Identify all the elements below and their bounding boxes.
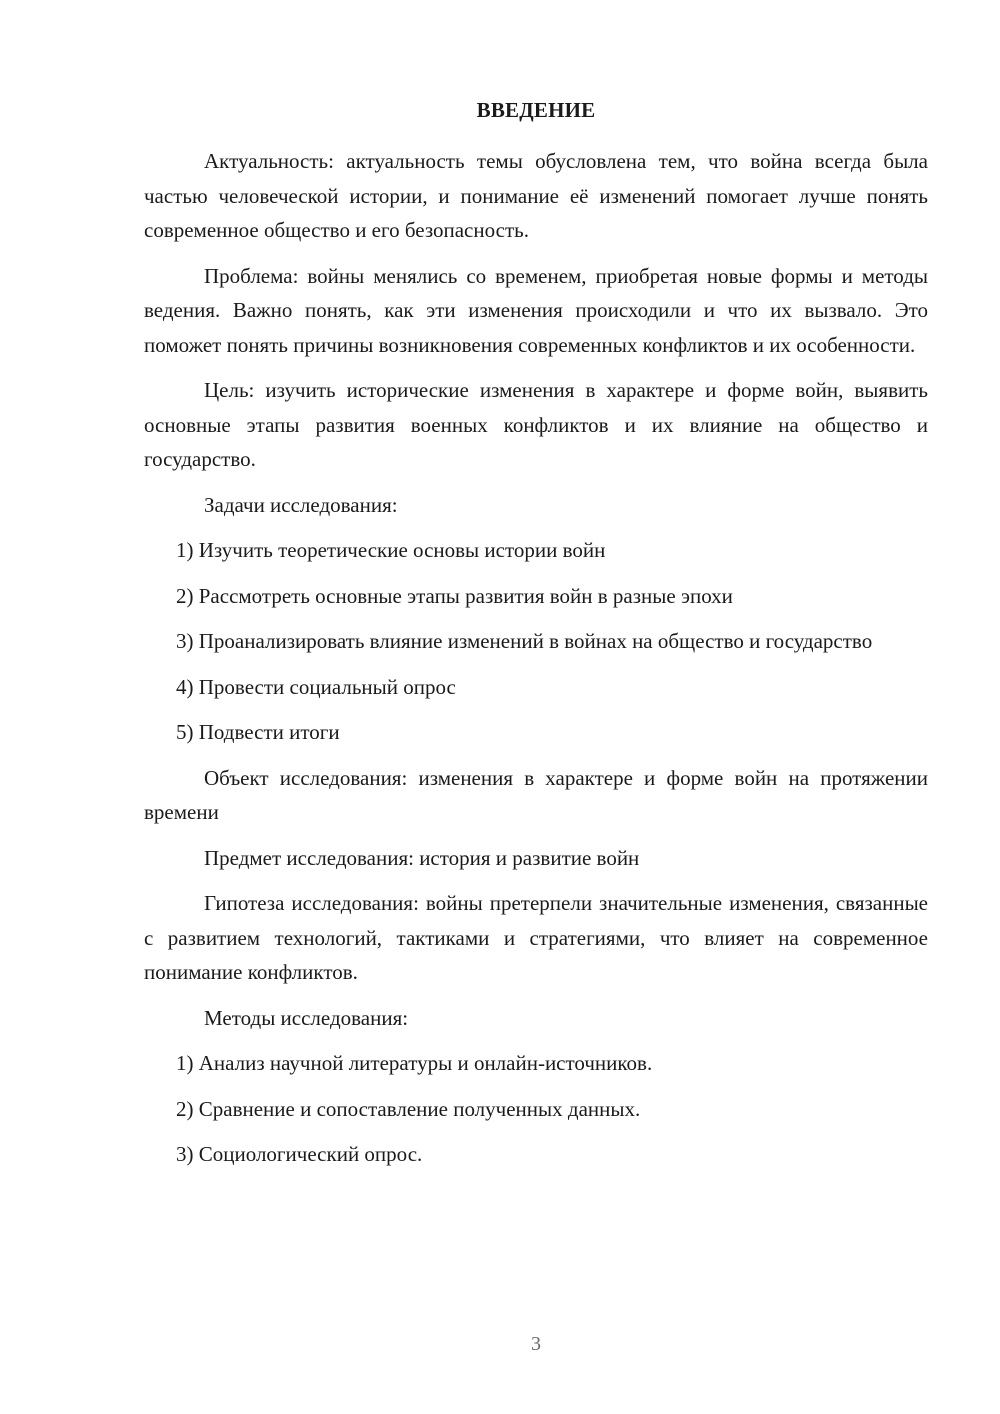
method-item-3: 3) Социологический опрос. [176,1142,423,1166]
problem-paragraph: Проблема: войны менялись со временем, приобретая новые формы и методы ведения. Важно понять, как эти изменения происходили и что их вызвало. Это поможет понять причины возникновения современных конфликтов и их особенности. [144,263,928,357]
tasks-heading: Задачи исследования: [204,492,398,517]
relevance-paragraph: Актуальность: актуальность темы обусловлена тем, что война всегда была частью человеческой истории, и понимание её изменений помогает лучше понять современное общество и его безопасность. [144,149,928,242]
page-number: 3 [531,1333,541,1355]
page-heading: ВВЕДЕНИЕ [476,98,596,122]
text-column [144,94,928,1183]
subject-paragraph: Предмет исследования: история и развитие войн [204,845,640,870]
task-item-3: 3) Проанализировать влияние изменений в войнах на общество и государство [176,629,873,653]
method-item-2: 2) Сравнение и сопоставление полученных данных. [176,1096,641,1121]
task-item-4: 4) Провести социальный опрос [176,674,456,699]
goal-paragraph: Цель: изучить исторические изменения в характере и форме войн, выявить основные этапы развития военных конфликтов и их влияние на общество и государство. [144,378,928,471]
methods-heading: Методы исследования: [204,1005,409,1030]
hypothesis-paragraph: Гипотеза исследования: войны претерпели значительные изменения, связанные с развитием технологий, тактиками и стратегиями, что влияет на современное понимание конфликтов. [144,891,928,984]
task-item-1: 1) Изучить теоретические основы истории войн [176,538,606,562]
object-paragraph: Объект исследования: изменения в характере и форме войн на протяжении времени [144,765,928,824]
method-item-1: 1) Анализ научной литературы и онлайн-источников. [176,1051,653,1075]
task-item-2: 2) Рассмотреть основные этапы развития войн в разные эпохи [176,583,733,608]
task-item-5: 5) Подвести итоги [176,720,340,744]
